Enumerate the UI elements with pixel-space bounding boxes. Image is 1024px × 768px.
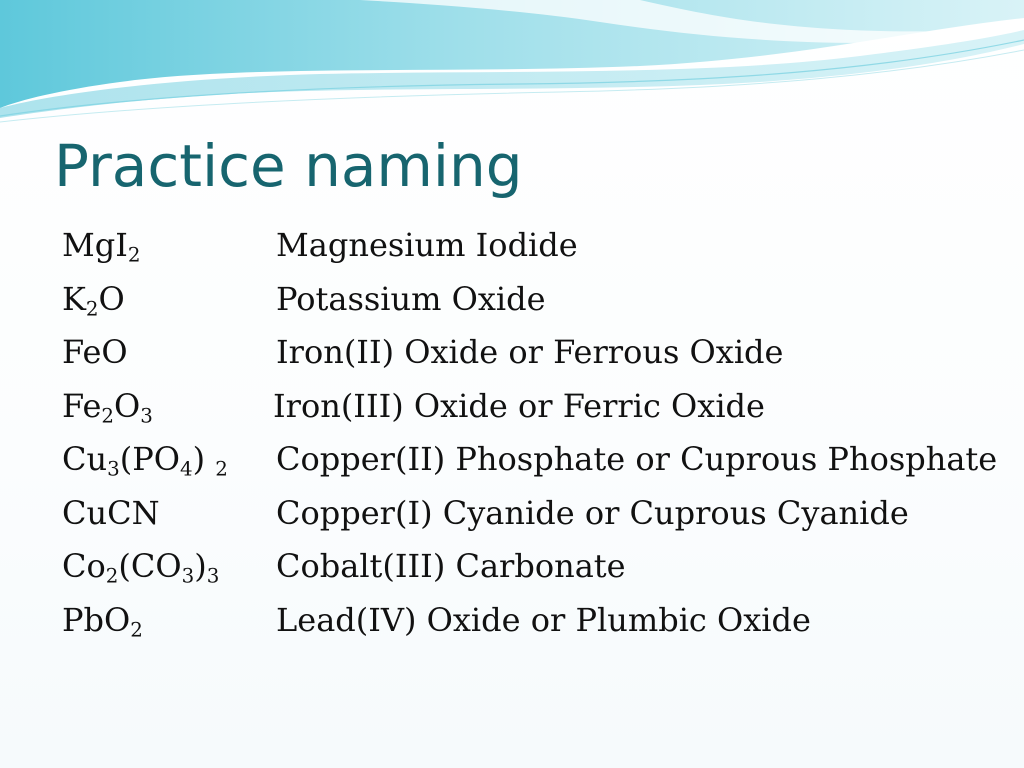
formula-subscript: 3	[107, 457, 120, 481]
formula-subscript: 3	[206, 564, 220, 588]
chemical-formula	[62, 380, 153, 434]
formula-text: K	[62, 279, 86, 318]
formula-text: FeO	[62, 333, 128, 371]
formula-subscript: 3	[181, 564, 195, 588]
compound-name: Cobalt(III) Carbonate	[276, 547, 626, 585]
formula-subscript: 2	[127, 243, 141, 267]
formula-subscript: 2	[130, 618, 143, 642]
formula-text: )	[194, 547, 207, 585]
compound-row	[62, 540, 1012, 594]
chemical-formula	[62, 273, 125, 327]
formula-text: Fe	[62, 386, 102, 425]
formula-subscript: 3	[140, 404, 153, 428]
compound-name: Lead(IV) Oxide or Plumbic Oxide	[276, 600, 811, 639]
formula-text: PbO	[62, 600, 131, 639]
chemical-formula	[62, 594, 143, 648]
formula-subscript: 2	[215, 457, 228, 481]
formula-subscript: 2	[101, 404, 115, 428]
chemical-formula	[62, 540, 219, 594]
compound-row	[62, 594, 1012, 648]
header-wave-decoration	[0, 0, 1024, 130]
chemical-formula	[62, 433, 228, 487]
compound-row	[62, 380, 1012, 434]
formula-text: (PO	[119, 440, 180, 478]
formula-text: (CO	[118, 547, 182, 585]
formula-subscript: 4	[179, 457, 193, 481]
compound-row	[62, 433, 1012, 487]
compound-list	[62, 219, 1012, 647]
compound-name: Magnesium Iodide	[276, 226, 578, 264]
compound-name: Copper(I) Cyanide or Cuprous Cyanide	[276, 493, 909, 532]
slide-title: Practice naming	[54, 132, 523, 200]
formula-text: CuCN	[62, 493, 160, 532]
formula-text: Co	[62, 547, 106, 585]
compound-name: Iron(III) Oxide or Ferric Oxide	[273, 386, 765, 425]
chemical-formula	[62, 326, 128, 380]
formula-subscript: 2	[105, 564, 119, 588]
formula-text: O	[98, 279, 125, 318]
compound-name: Copper(II) Phosphate or Cuprous Phosphate	[276, 440, 998, 478]
formula-text: O	[114, 386, 141, 425]
compound-name: Iron(II) Oxide or Ferrous Oxide	[276, 333, 784, 371]
formula-text: Cu	[62, 440, 108, 478]
compound-name: Potassium Oxide	[276, 279, 546, 318]
formula-text: MgI	[62, 226, 128, 264]
chemical-formula	[62, 487, 160, 541]
compound-row	[62, 273, 1012, 327]
compound-row	[62, 326, 1012, 380]
formula-text: )	[192, 440, 216, 478]
compound-row	[62, 487, 1012, 541]
compound-row	[62, 219, 1012, 273]
chemical-formula	[62, 219, 141, 273]
formula-subscript: 2	[85, 297, 99, 321]
